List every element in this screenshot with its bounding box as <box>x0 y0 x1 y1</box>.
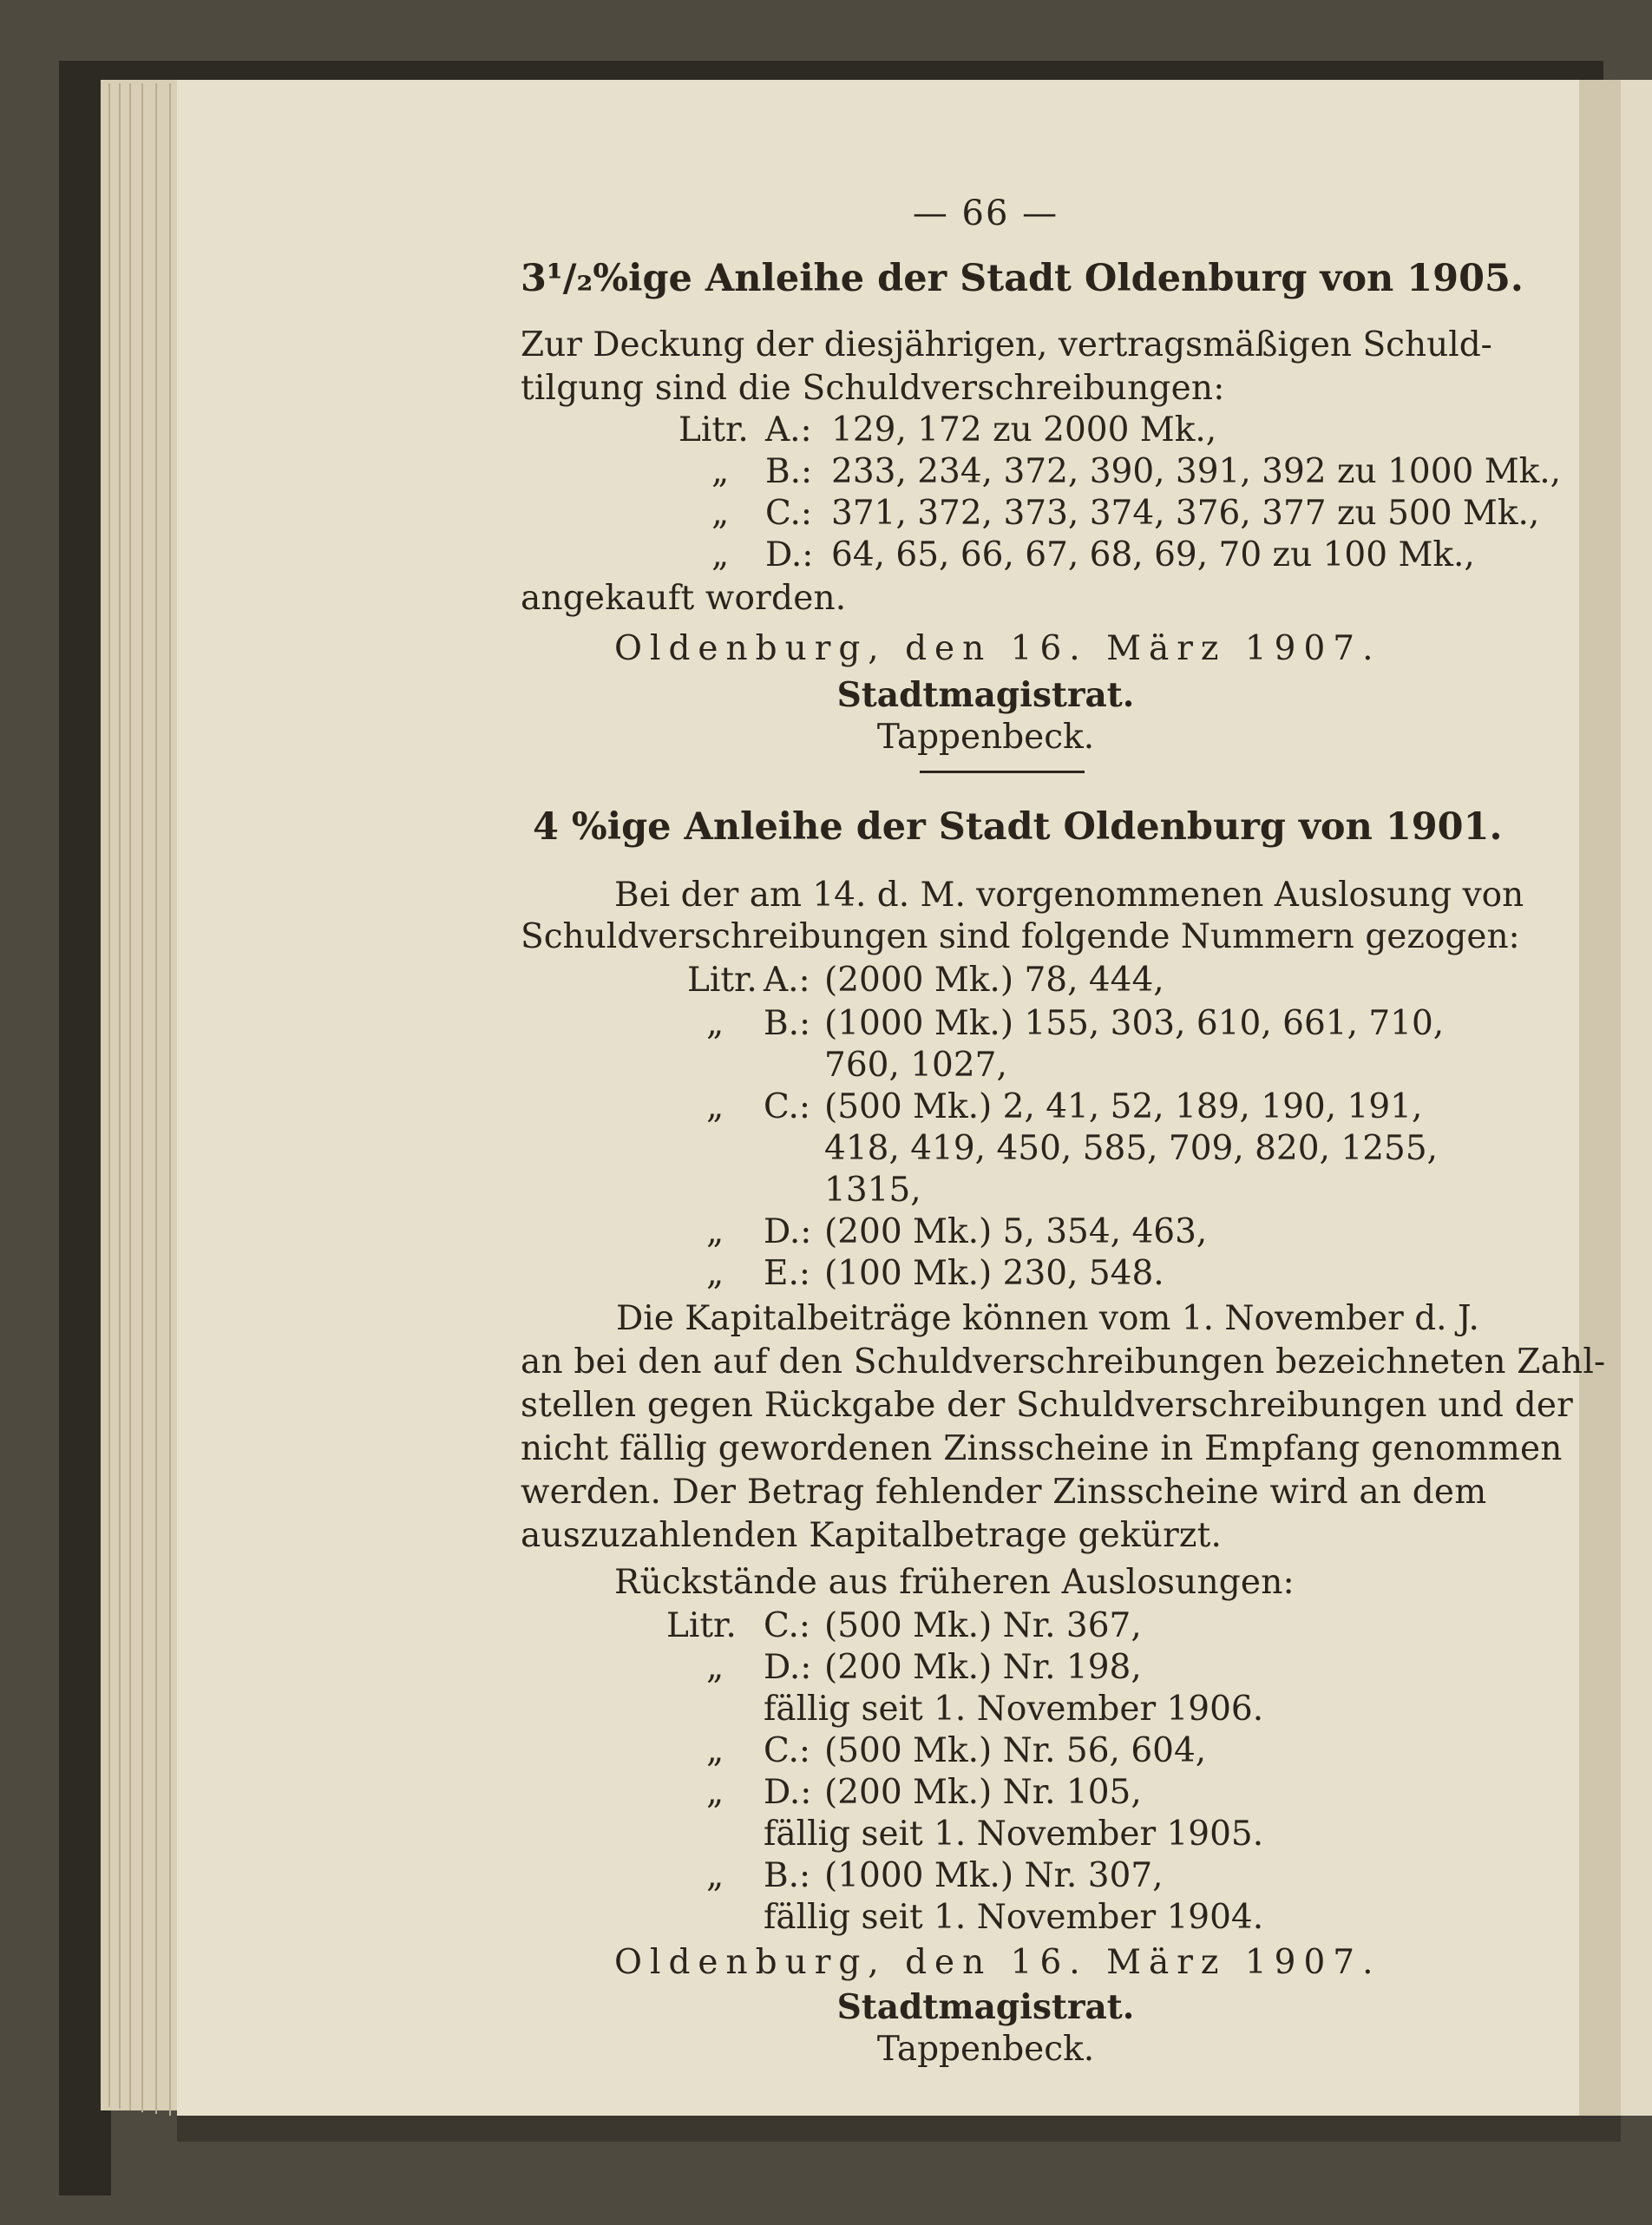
arrears-text: (500 Mk.) Nr. 56, 604, <box>824 1731 1207 1770</box>
litr-values-cont: 760, 1027, <box>824 1046 1007 1085</box>
litr-letter: E.: <box>764 1254 811 1293</box>
paragraph-line: werden. Der Betrag fehlender Zinsscheine wird an dem <box>521 1473 1487 1512</box>
litr-prefix: „ <box>711 452 730 491</box>
date-line: Oldenburg, den 16. März 1907. <box>614 629 1381 668</box>
arrears-text: (500 Mk.) Nr. 367, <box>824 1606 1142 1645</box>
page-edges <box>101 80 179 2110</box>
arrears-letter: D.: <box>764 1648 812 1687</box>
section-heading: 3¹/₂%ige Anleihe der Stadt Oldenburg von 1905. <box>521 257 1524 300</box>
paragraph-line: auszuzahlenden Kapitalbetrage gekürzt. <box>521 1516 1223 1555</box>
litr-prefix: „ <box>706 1004 724 1043</box>
arrears-due-note: fällig seit 1. November 1905. <box>764 1815 1264 1854</box>
litr-prefix: „ <box>706 1212 724 1251</box>
signature-name: Tappenbeck. <box>876 718 1095 757</box>
scan-shadow-bottom <box>177 2116 1621 2142</box>
litr-prefix: „ <box>711 494 730 533</box>
paragraph-line: nicht fällig gewordenen Zinsscheine in Empfang genommen <box>521 1429 1563 1468</box>
closing-text: angekauft worden. <box>521 579 847 618</box>
arrears-text: (1000 Mk.) Nr. 307, <box>824 1856 1164 1895</box>
section-loan-1901 <box>521 805 1606 2069</box>
arrears-text: (200 Mk.) Nr. 198, <box>824 1648 1142 1687</box>
arrears-text: (200 Mk.) Nr. 105, <box>824 1773 1142 1812</box>
litr-values: (2000 Mk.) 78, 444, <box>824 961 1164 1000</box>
litr-values: 371, 372, 373, 374, 376, 377 zu 500 Mk., <box>831 494 1540 533</box>
arrears-due-note: fällig seit 1. November 1904. <box>764 1898 1264 1937</box>
paragraph-line: an bei den auf den Schuldverschreibungen bezeichneten Zahl- <box>521 1342 1606 1382</box>
litr-values: (500 Mk.) 2, 41, 52, 189, 190, 191, <box>824 1087 1423 1126</box>
litr-letter: A.: <box>764 961 810 1000</box>
arrears-letter: C.: <box>764 1606 810 1645</box>
arrears-prefix: „ <box>706 1731 724 1770</box>
arrears-prefix: „ <box>706 1648 724 1687</box>
litr-values: 233, 234, 372, 390, 391, 392 zu 1000 Mk., <box>831 452 1562 491</box>
litr-values: (100 Mk.) 230, 548. <box>824 1254 1164 1293</box>
page-header <box>521 196 1451 240</box>
date-line: Oldenburg, den 16. März 1907. <box>614 1943 1381 1982</box>
intro-line <box>521 917 1520 956</box>
litr-letter: B.: <box>764 1004 811 1043</box>
arrears-letter: D.: <box>764 1773 812 1812</box>
paragraph-line <box>521 1299 1479 1338</box>
arrears-prefix: „ <box>706 1773 724 1812</box>
litr-prefix: „ <box>711 535 730 574</box>
litr-letter: C.: <box>765 494 812 533</box>
arrears-letter: C.: <box>764 1731 810 1770</box>
signature-org: Stadtmagistrat. <box>836 1987 1135 2027</box>
litr-prefix: Litr. <box>678 410 749 450</box>
litr-letter: A.: <box>765 410 812 450</box>
page-number: — 66 — <box>912 194 1059 233</box>
litr-values: (200 Mk.) 5, 354, 463, <box>824 1212 1208 1251</box>
litr-letter: C.: <box>764 1087 810 1126</box>
intro-text: Zur Deckung der diesjährigen, vertragsmäßigen Schuld- <box>521 325 1492 364</box>
next-page-edge <box>1621 80 1652 2116</box>
litr-prefix: Litr. <box>687 961 757 1000</box>
intro-line: tilgung sind die Schuldverschreibungen: <box>521 369 1225 408</box>
arrears-letter: B.: <box>764 1856 811 1895</box>
litr-values: 64, 65, 66, 67, 68, 69, 70 zu 100 Mk., <box>831 535 1475 574</box>
section-heading: 4 %ige Anleihe der Stadt Oldenburg von 1901. <box>533 805 1503 849</box>
arrears-prefix: Litr. <box>666 1606 737 1645</box>
paragraph-line: stellen gegen Rückgabe der Schuldverschreibungen und der <box>521 1386 1574 1425</box>
section-divider <box>920 771 1085 773</box>
paragraph-text: Die Kapitalbeiträge können vom 1. November d. J. <box>616 1299 1479 1338</box>
intro-text: Bei der am 14. d. M. vorgenommenen Auslosung von <box>614 876 1524 915</box>
arrears-heading: Rückstände aus früheren Auslosungen: <box>614 1563 1295 1602</box>
arrears-due-note: fällig seit 1. November 1906. <box>764 1690 1264 1729</box>
litr-values-cont: 418, 419, 450, 585, 709, 820, 1255, <box>824 1129 1439 1168</box>
arrears-prefix: „ <box>706 1856 724 1895</box>
litr-values: 129, 172 zu 2000 Mk., <box>831 410 1217 450</box>
litr-letter: B.: <box>765 452 813 491</box>
gutter-shadow <box>1579 80 1622 2116</box>
section-loan-1905 <box>521 257 1562 757</box>
litr-values: (1000 Mk.) 155, 303, 610, 661, 710, <box>824 1004 1445 1043</box>
litr-letter: D.: <box>764 1212 812 1251</box>
intro-line <box>521 325 1492 364</box>
signature-org: Stadtmagistrat. <box>836 675 1135 715</box>
intro-line <box>521 876 1524 915</box>
litr-prefix: „ <box>706 1087 724 1126</box>
signature-name: Tappenbeck. <box>876 2030 1095 2069</box>
litr-prefix: „ <box>706 1254 724 1293</box>
intro-text: Schuldverschreibungen sind folgende Nummern gezogen: <box>521 917 1520 956</box>
litr-values-cont: 1315, <box>824 1171 921 1210</box>
litr-letter: D.: <box>765 535 814 574</box>
